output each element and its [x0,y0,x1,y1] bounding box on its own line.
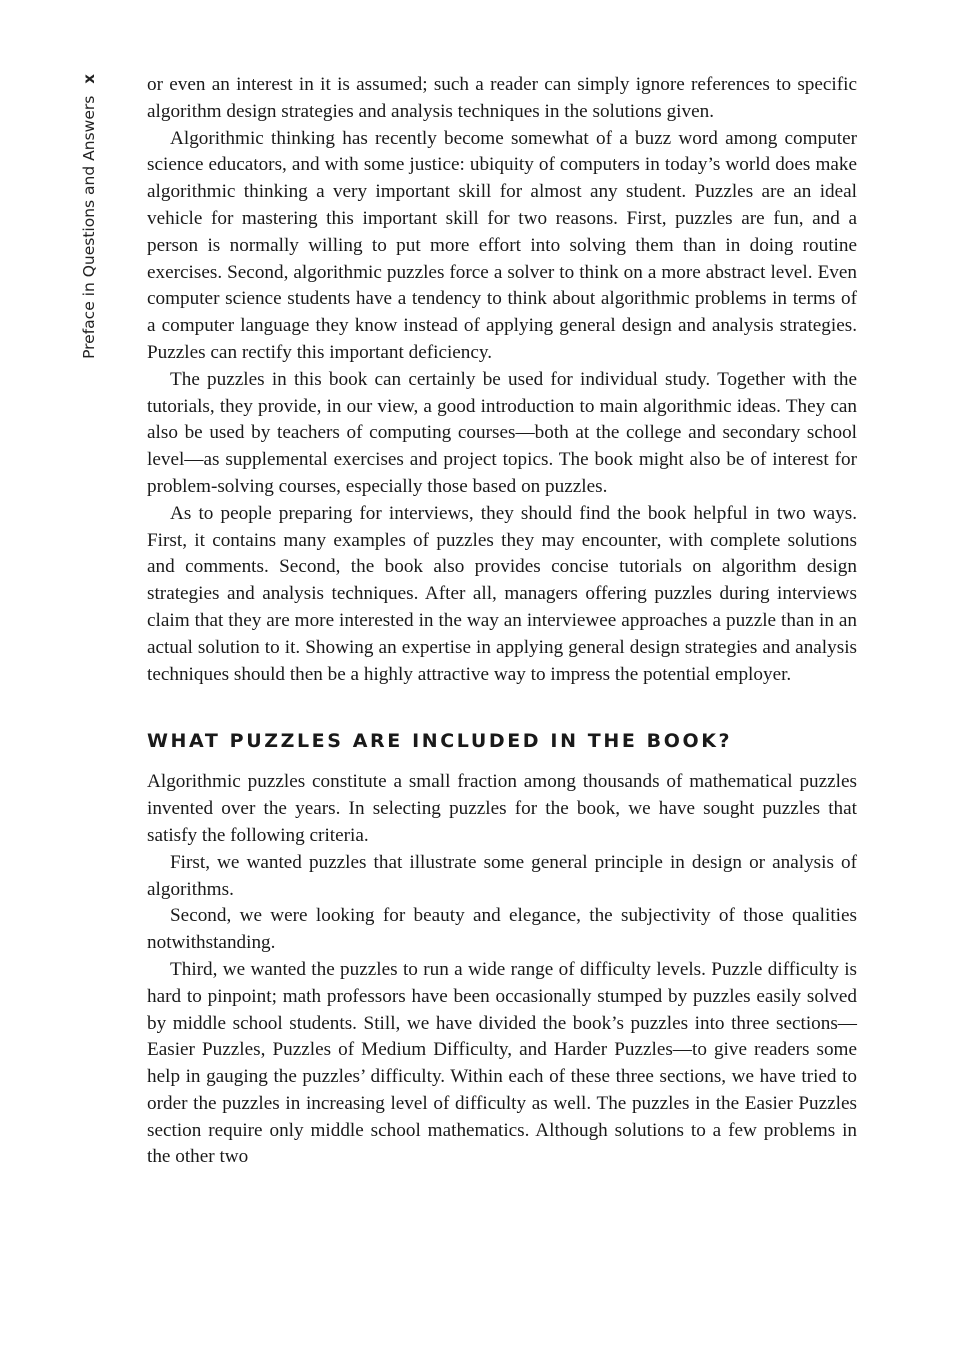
page-number: x [80,74,98,84]
section-heading: WHAT PUZZLES ARE INCLUDED IN THE BOOK? [147,730,733,753]
paragraph: As to people preparing for interviews, they should find the book helpful in two ways. First, it contains many examples of puzzles they may encounter, with complete solutions and comments. Second, the book also provides concise tutorials on algorithm design strategies and analysis techniques. After all, managers offering puzzles during interviews claim that they are more interested in the way an interviewee approaches a puzzle than in an actual solution to it. Showing an expertise in applying general design strategies and analysis techniques should then be a highly attractive way to impress the potential employer. [147,502,857,685]
paragraph: or even an interest in it is assumed; such a reader can simply ignore references to specific algorithm design strategies and analysis techniques in the solutions given. [147,74,857,122]
paragraph: Third, we wanted the puzzles to run a wide range of difficulty levels. Puzzle difficulty is hard to pinpoint; math professors have been occasionally stumped by puzzles easily solved by middle school students. Still, we have divided the book’s puzzles into three sections—Easier Puzzles, Puzzles of Medium Difficulty, and Harder Puzzles—to give readers some help in gauging the puzzles’ difficulty. Within each of these three sections, we have tried to order the puzzles in increasing level of difficulty as well. The puzzles in the Easier Puzzles section require only middle school mathematics. Although solutions to a few problems in the other two [147,958,857,1168]
paragraph: The puzzles in this book can certainly be used for individual study. Together with the tutorials, they provide, in our view, a good introduction to main algorithmic ideas. They can also be used by teachers of computing courses—both at the college and secondary school level—as supplemental exercises and project topics. The book might also be of interest for problem-solving courses, especially those based on puzzles. [147,368,857,497]
paragraph: First, we wanted puzzles that illustrate some general principle in design or analysis of algorithms. [147,851,857,900]
running-head-text [74,74,104,374]
paragraph: Algorithmic thinking has recently become somewhat of a buzz word among computer science educators, and with some justice: ubiquity of computers in today’s world does make algorithmic thinking a very important skill for almost any student. Puzzles are an ideal vehicle for mastering this important skill for two reasons. First, puzzles are fun, and a person is normally willing to put more effort into solving them than in doing routine exercises. Second, algorithmic puzzles force a solver to think on a more abstract level. Even computer science students have a tendency to think about algorithmic problems in terms of a computer language they know instead of applying general design and analysis strategies. Puzzles can rectify this important deficiency. [147,127,857,363]
running-head-title: Preface in Questions and Answers [80,95,98,359]
page-body [147,72,857,1171]
running-head [74,74,104,374]
paragraph: Second, we were looking for beauty and elegance, the subjectivity of those qualities notwithstanding. [147,905,857,954]
paragraph: Algorithmic puzzles constitute a small fraction among thousands of mathematical puzzles invented over the years. In selecting puzzles for the book, we have sought puzzles that satisfy the following criteria. [147,771,857,846]
